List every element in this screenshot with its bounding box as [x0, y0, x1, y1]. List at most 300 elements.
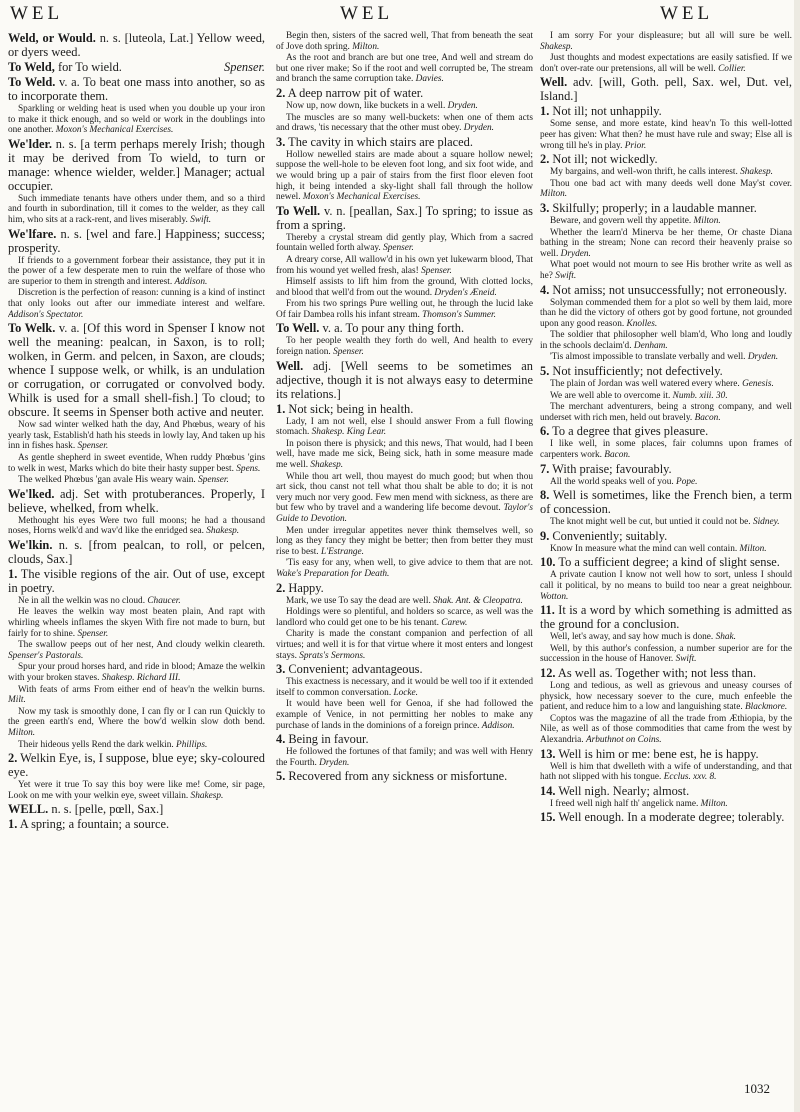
citation [540, 517, 792, 528]
citation-block [540, 632, 792, 643]
sense-definition: Being in favour. [285, 732, 369, 747]
citation-text: Thou one bad act with many deeds well done May'st cover. [550, 178, 792, 189]
citation-source: Shakesp. King Lear. [311, 427, 387, 438]
citation-source: Shakesp. [740, 167, 773, 178]
citation-block [276, 417, 533, 438]
sense-definition: As well as. Together with; not less than. [555, 665, 757, 680]
citation-source: Spenser's Pastorals. [8, 650, 84, 661]
citation [276, 336, 533, 357]
citation [8, 662, 265, 683]
sense [540, 364, 792, 378]
citation [276, 277, 533, 298]
citation-text: Mark, we use To say the dead are well. [286, 595, 434, 606]
citation-text: Long and tedious, as well as grievous and uneasy courses of physick, how necessary soever to the cure, much enfeeble the patient, and reduce him to a low and languishing state. [540, 680, 792, 713]
citation-source: Spenser. [224, 60, 265, 74]
headword: We'lked. [8, 486, 55, 501]
sense-definition: Happy. [285, 580, 324, 595]
citation [540, 477, 792, 488]
sense-number: 11. [540, 603, 555, 618]
citation-block [276, 439, 533, 471]
sense [276, 86, 533, 100]
dictionary-entry [8, 802, 265, 816]
dictionary-entry [8, 60, 265, 74]
citation-text: I freed well nigh half th' angelick name. [550, 798, 701, 809]
sense-definition: To a degree that gives pleasure. [549, 424, 709, 439]
definition: n. s. [luteola, Lat.] Yellow weed, or dyers weed. [8, 31, 265, 59]
citation-text: Methought his eyes Were two full moons; he had a thousand noses, Horns welk'd and wav'd like the enridged sea. [8, 515, 265, 537]
citation-source: Dryden. [463, 123, 494, 134]
citation-text: Ne in all the welkin was no cloud. [18, 595, 148, 606]
citation-source: Moxon's Mechanical Exercises. [302, 192, 421, 203]
citation-text: Whether the learn'd Minerva be her theme, Or chaste Diana bathing in the stream; None can record their heavenly praise so well. [540, 227, 792, 259]
sense-definition: Not ill; not unhappily. [549, 104, 662, 119]
citation-text: Beware, and govern well thy appetite. [550, 215, 694, 226]
citation-block [276, 53, 533, 85]
citation [8, 453, 265, 474]
citation-source: Milton. [352, 41, 380, 52]
sense-definition: Well enough. In a moderate degree; tolerably. [555, 810, 785, 825]
citation-block [8, 640, 265, 661]
citation-text: Some sense, and more estate, kind heav'n To this well-lotted peer has given: What then? he must have rule and sway; Else all is wrong till he's in play. [540, 119, 792, 151]
citation-block [540, 352, 792, 363]
citation-block [540, 53, 792, 74]
citation-source: Davies. [415, 74, 444, 85]
citation-block [8, 740, 265, 751]
citation-source: Moxon's Mechanical Exercises. [55, 125, 174, 136]
citation-text: Lady, I am not well, else I should answer From a full flowing stomach. [276, 416, 533, 438]
sense-number: 15. [540, 810, 556, 825]
citation-block [8, 475, 265, 486]
sense [276, 581, 533, 595]
citation-text: With feats of arms From either end of heav'n the welkin burns. [18, 684, 265, 695]
citation [540, 402, 792, 423]
sense [276, 662, 533, 676]
headword: Weld, or Would. [8, 31, 96, 45]
headword: To Welk. [8, 321, 56, 336]
citation-source: Genesis. [742, 379, 774, 390]
citation-text: My bargains, and well-won thrift, he calls interest. [550, 167, 741, 178]
citation-text: The knot might well be cut, but untied it could not be. [550, 517, 753, 528]
citation-block [8, 707, 265, 739]
citation-block [540, 228, 792, 260]
citation-text: Now up, now down, like buckets in a well. [286, 100, 448, 111]
citation [276, 417, 533, 438]
citation-block [276, 336, 533, 357]
citation-source: Collier. [718, 63, 746, 74]
citation-block [540, 330, 792, 351]
citation [540, 31, 792, 52]
citation [540, 53, 792, 74]
sense-number: 12. [540, 665, 556, 680]
citation [276, 596, 533, 607]
sense [540, 201, 792, 215]
sense [540, 152, 792, 166]
headword: WELL. [8, 802, 49, 817]
citation-source: Phillips. [176, 739, 208, 750]
citation-source: Milton. [739, 543, 767, 554]
citation [276, 53, 533, 85]
citation [540, 391, 792, 402]
citation-block [8, 453, 265, 474]
citation [8, 256, 265, 288]
citation-source: Spens. [236, 463, 261, 474]
citation-source: Spenser. [421, 265, 452, 276]
citation [276, 629, 533, 661]
sense-definition: Well is him or me: bene est, he is happy. [555, 746, 759, 761]
definition: adj. Set with protuberances. Properly, I believe, whelked, from whelk. [8, 486, 265, 515]
sense-number: 4. [276, 732, 286, 747]
citation-block [276, 277, 533, 298]
citation-source: Spenser. [383, 243, 414, 254]
citation-block [540, 799, 792, 810]
citation [8, 707, 265, 739]
citation [276, 607, 533, 628]
sense [540, 104, 792, 118]
citation-text: 'Tis almost impossible to translate verbally and well. [550, 352, 748, 363]
citation-source: Wake's Preparation for Death. [276, 568, 390, 579]
dictionary-entry [276, 204, 533, 232]
citation-source: Pope. [676, 476, 698, 487]
sense-definition: Welkin Eye, is, I suppose, blue eye; sky-coloured eye. [8, 751, 265, 780]
sense [540, 810, 792, 824]
citation-source: Spenser. [77, 441, 109, 452]
sense-number: 1. [8, 817, 18, 832]
citation-block [540, 714, 792, 746]
citation-source: Addison's Spectator. [8, 309, 84, 320]
citation-block [540, 167, 792, 178]
citation [540, 352, 792, 363]
column-middle [276, 31, 533, 1091]
dictionary-entry [276, 359, 533, 401]
citation [540, 714, 792, 746]
sense-definition: The visible regions of the air. Out of use, except in poetry. [8, 566, 265, 595]
sense-definition: Not sick; being in health. [285, 401, 414, 416]
citation [8, 607, 265, 639]
citation [276, 472, 533, 525]
citation-text: Well, by this author's confession, a number superior are for the succession in the house of Hanover. [540, 643, 792, 665]
running-header [0, 3, 800, 31]
citation [8, 194, 265, 226]
sense-number: 6. [540, 424, 550, 439]
citation-block [276, 233, 533, 254]
citation-text: Himself assists to lift him from the ground, With clotted locks, and blood that well'd from out the wound. [276, 277, 533, 298]
citation-block [8, 596, 265, 607]
headword: To Weld. [8, 75, 56, 89]
sense [540, 283, 792, 297]
citation-source: Swift. [675, 654, 697, 665]
sense-definition: A deep narrow pit of water. [285, 85, 424, 100]
citation-source: L'Estrange. [320, 546, 364, 557]
citation-text: The swallow peeps out of her nest, And cloudy welkin cleareth. [18, 640, 265, 651]
citation-block [8, 420, 265, 452]
citation [8, 740, 265, 751]
citation-text: Just thoughts and modest expectations are easily satisfied. If we don't over-rate our pretensions, all will be well. [540, 53, 792, 74]
citation [540, 179, 792, 200]
citation [8, 596, 265, 607]
citation-text: While thou art well, thou mayest do much good; but when thou art sick, thou canst not tell what thou shalt be able to do; it is not very much nor very good. Few men mend with sickness, as there are but few who by travel and a wandering life become devout. [276, 471, 533, 514]
citation-text: It would have been well for Genoa, if she had followed the example of Venice, in not permitting her nobles to make any purchase of lands in the dominions of a foreign prince. [276, 699, 533, 731]
citation [540, 298, 792, 330]
citation-source: Shakesp. [190, 790, 224, 801]
citation-source: Shakesp. [540, 41, 573, 52]
citation-source: Chaucer. [147, 595, 181, 606]
citation-source: Milton. [693, 215, 721, 226]
citation-source: Milton. [540, 189, 568, 200]
citation [540, 681, 792, 713]
citation [8, 640, 265, 661]
citation-text: To her people wealth they forth do well, And health to every foreign nation. [276, 336, 533, 358]
citation-text: Coptos was the magazine of all the trade from Æthiopia, by the Nile, as well as of those commodities that came from the west by Alexandria. [540, 713, 792, 745]
definition: adv. [will, Goth. pell, Sax. wel, Dut. vel, Island.] [540, 75, 792, 104]
citation [8, 475, 265, 486]
sense-definition: Not insufficiently; not defectively. [549, 364, 723, 379]
sense-number: 3. [276, 134, 286, 149]
citation-source: Ecclus. xxv. 8. [663, 772, 717, 783]
citation-block [540, 762, 792, 783]
citation-text: We are well able to overcome it. [550, 390, 673, 401]
citation-text: Hollow newelled stairs are made about a square hollow newel; suppose the well-hole to be eleven foot long, and six foot wide, and we would bring up a pair of stairs from the first floor eleven foot high, it being intended a sky-light shall fall through the hollow newel. [276, 149, 533, 203]
sense-definition: Conveniently; suitably. [549, 528, 668, 543]
definition: v. a. [Of this word in Spenser I know not well the meaning: pealcan, in Saxon, is to roll; wolken, in Germ. and pelcen, in Saxon, are clouds; whence I suppose welk, or whilk, is an undulation or corrugation, or corrugated or convolved body. Whilk is used for a small shell-fish.] To cloud; to obscure. It seems in Spenser both active and neuter. [8, 321, 265, 420]
definition: v. a. To beat one mass into another, so as to incorporate them. [8, 75, 265, 103]
sense-definition: A spring; a fountain; a source. [17, 817, 170, 832]
citation-source: Prior. [624, 140, 647, 151]
citation [276, 150, 533, 203]
citation [540, 644, 792, 665]
citation-source: Carew. [441, 617, 468, 628]
citation-text: I am sorry For your displeasure; but all will sure be well. [550, 31, 792, 41]
citation-source: Thomson's Summer. [422, 309, 496, 320]
citation [8, 420, 265, 452]
citation [540, 762, 792, 783]
citation-block [276, 101, 533, 112]
definition: adj. [Well seems to be sometimes an adjective, though it is not always easy to determine its relations.] [276, 358, 533, 401]
header-right: WEL [660, 3, 714, 24]
sense-number: 8. [540, 488, 550, 503]
citation-text: Charity is made the constant companion and perfection of all virtues; and well it is for that virtue where it most enters and longest stays. [276, 629, 533, 661]
citation-text: I like well, in some places, fair columns upon frames of carpenters work. [540, 439, 792, 461]
sense [276, 732, 533, 746]
citation-text: If friends to a government forbear their assistance, they put it in the power of a few desperate men to ruin the welfare of those who are superior to them in strength and interest. [8, 255, 265, 287]
citation-block [276, 113, 533, 134]
citation-block [276, 596, 533, 607]
citation-source: Locke. [393, 687, 419, 698]
sense-number: 1. [276, 401, 286, 416]
citation-text: He leaves the welkin way most beaten plain, And rapt with whirling wheels inflames the skyen With fire not made to burn, but fairly for to shine. [8, 607, 265, 639]
citation-text: The welked Phœbus 'gan avale His weary wain. [18, 475, 199, 486]
citation-block [540, 681, 792, 713]
header-left: WEL [10, 3, 64, 24]
header-center: WEL [340, 3, 394, 24]
citation-block [8, 104, 265, 136]
dictionary-entry [8, 487, 265, 515]
sense-number: 1. [540, 104, 550, 119]
citation [276, 101, 533, 112]
citation-text: Now sad winter welked hath the day, And Phœbus, weary of his yearly task, Establish'd hath his steeds in lowly lay, And taken up his inn in fishes hask. [8, 420, 265, 452]
citation-block [540, 179, 792, 200]
sense-number: 13. [540, 746, 556, 761]
sense-number: 5. [540, 364, 550, 379]
headword: Well. [276, 358, 304, 373]
citation [540, 216, 792, 227]
citation-source: Dryden. [319, 757, 350, 768]
citation-block [8, 685, 265, 706]
sense-definition: Well nigh. Nearly; almost. [555, 783, 690, 798]
column-right [540, 31, 792, 1091]
citation [276, 113, 533, 134]
citation-block [276, 31, 533, 52]
sense-number: 2. [540, 152, 550, 167]
citation [8, 685, 265, 706]
dictionary-entry [8, 31, 265, 59]
citation-source: Arbuthnot on Coins. [585, 734, 662, 745]
citation-block [8, 288, 265, 320]
citation-block [276, 747, 533, 768]
dictionary-entry [540, 75, 792, 103]
citation-source: Knolles. [626, 318, 658, 329]
citation-text: Holdings were so plentiful, and holders so scarce, as well was the landlord who could get one to be his tenant. [276, 607, 533, 628]
citation-source: Addison. [174, 276, 208, 287]
citation [276, 439, 533, 471]
sense [8, 817, 265, 831]
sense-definition: The cavity in which stairs are placed. [285, 134, 473, 149]
citation-text: A dreary corse, All wallow'd in his own yet lukewarm blood, That from his wound yet welled fresh, alas! [276, 254, 533, 276]
citation-source: Milton. [700, 798, 728, 809]
definition: n. s. [wel and fare.] Happiness; success; prosperity. [8, 226, 265, 255]
headword: To Well. [276, 321, 320, 336]
dictionary-entry [276, 321, 533, 335]
citation [276, 255, 533, 276]
citation-text: Well is him that dwelleth with a wife of understanding, and that hath not slipped with his tongue. [540, 761, 792, 783]
citation-source: Wotton. [540, 591, 569, 602]
citation-source: Dryden. [560, 248, 591, 259]
citation-source: Shakesp. Richard III. [101, 673, 181, 684]
citation-block [540, 644, 792, 665]
sense [540, 555, 792, 569]
sense-definition: Convenient; advantageous. [285, 662, 423, 677]
definition: n. s. [from pealcan, to roll, or pelcen, clouds, Sax.] [8, 537, 265, 566]
sense-number: 3. [276, 662, 286, 677]
citation-text: Now my task is smoothly done, I can fly or I can run Quickly to the green earth's end, Where the bow'd welkin slow doth bend. [8, 706, 265, 728]
citation [8, 104, 265, 136]
citation [540, 439, 792, 460]
citation [540, 330, 792, 351]
sense-number: 1. [8, 566, 18, 581]
citation [540, 167, 792, 178]
citation-source: Addison. [481, 720, 515, 731]
sense-number: 4. [540, 282, 550, 297]
citation-text: As gentle shepherd in sweet eventide, When ruddy Phœbus 'gins to welk in west, Marks which do bite their hasty supper best. [8, 452, 265, 474]
citation-source: Sidney. [752, 517, 780, 528]
definition: v. n. [peallan, Sax.] To spring; to issue as from a spring. [276, 203, 533, 232]
sense-definition: Skilfully; properly; in a laudable manner. [549, 200, 757, 215]
citation-source: Sprats's Sermons. [299, 650, 366, 661]
sense-definition: To a sufficient degree; a kind of slight sense. [555, 555, 780, 570]
citation-text: Solyman commended them for a plot so well by them laid, more than he did the victory of others got by good fortune, not grounded upon any good reason. [540, 297, 792, 329]
citation-source: Bacon. [604, 450, 631, 461]
citation [8, 516, 265, 537]
sense-definition: Not amiss; not unsuccessfully; not erroneously. [549, 282, 787, 297]
citation-block [540, 402, 792, 423]
citation-source: Blackmore. [745, 702, 788, 713]
sense [540, 488, 792, 516]
sense [276, 769, 533, 783]
citation-source: Spenser. [77, 628, 109, 639]
citation-source: Shakesp. [206, 526, 240, 537]
citation-source: Swift. [190, 214, 212, 225]
citation-block [540, 570, 792, 602]
citation-text: Men under irregular appetites never think themselves well, so long as they fancy they might be better; then from better they must rise to best. [276, 525, 533, 557]
citation-text: He followed the fortunes of that family; and was well with Henry the Fourth. [276, 747, 533, 768]
citation-source: Milt. [8, 695, 26, 706]
citation [276, 526, 533, 558]
citation [540, 260, 792, 281]
citation [540, 379, 792, 390]
definition: n. s. [pelle, pœll, Sax.] [48, 802, 164, 817]
citation [276, 558, 533, 579]
citation [276, 299, 533, 320]
sense-number: 2. [8, 751, 18, 766]
citation-source: Spenser. [333, 347, 364, 358]
citation-block [276, 558, 533, 579]
citation [540, 632, 792, 643]
citation-text: Know In measure what the mind can well contain. [550, 543, 740, 554]
citation-source: Shak. Ant. & Cleopatra. [433, 595, 523, 606]
citation-block [276, 255, 533, 276]
sense-definition: It is a word by which something is admitted as the ground for a conclusion. [540, 603, 792, 632]
citation-block [8, 780, 265, 801]
citation-block [540, 298, 792, 330]
dictionary-entry [8, 137, 265, 193]
definition: v. a. To pour any thing forth. [319, 321, 465, 336]
citation-text: Sparkling or welding heat is used when you double up your iron to make it thick enough, and so weld or work in the doublings into one another. [8, 104, 265, 136]
citation-block [540, 544, 792, 555]
headword: To Well. [276, 203, 321, 218]
dictionary-entry [8, 227, 265, 255]
citation-source: Spenser. [198, 475, 229, 486]
citation-source: Shakesp. [310, 460, 344, 471]
sense-number: 9. [540, 528, 550, 543]
citation-block [540, 517, 792, 528]
headword: Well. [540, 75, 568, 90]
citation-block [8, 662, 265, 683]
citation-block [276, 472, 533, 525]
dictionary-entry [8, 538, 265, 566]
citation-block [276, 629, 533, 661]
citation-source: Dryden's Æneid. [434, 287, 497, 298]
citation-text: Such immediate tenants have others under them, and so a third and fourth in subordination, till it comes to the welder, as they call him, who sits at a rack-rent, and lives miserably. [8, 193, 265, 225]
sense-number: 2. [276, 580, 286, 595]
sense [540, 424, 792, 438]
headword: To Weld, [8, 60, 55, 74]
citation-block [8, 256, 265, 288]
dictionary-entry [8, 75, 265, 103]
dictionary-entry [8, 321, 265, 419]
citation-block [8, 607, 265, 639]
sense [276, 135, 533, 149]
citation-source: Dryden. [447, 100, 478, 111]
citation-text: What poet would not mourn to see His brother write as well as he? [540, 260, 792, 281]
citation [276, 31, 533, 52]
sense-number: 14. [540, 783, 556, 798]
citation-source: Denham. [633, 340, 668, 351]
sense-number: 3. [540, 200, 550, 215]
sense [540, 603, 792, 631]
citation [276, 677, 533, 698]
citation-block [540, 439, 792, 460]
sense-definition: Recovered from any sickness or misfortune. [285, 769, 508, 784]
sense [8, 567, 265, 595]
